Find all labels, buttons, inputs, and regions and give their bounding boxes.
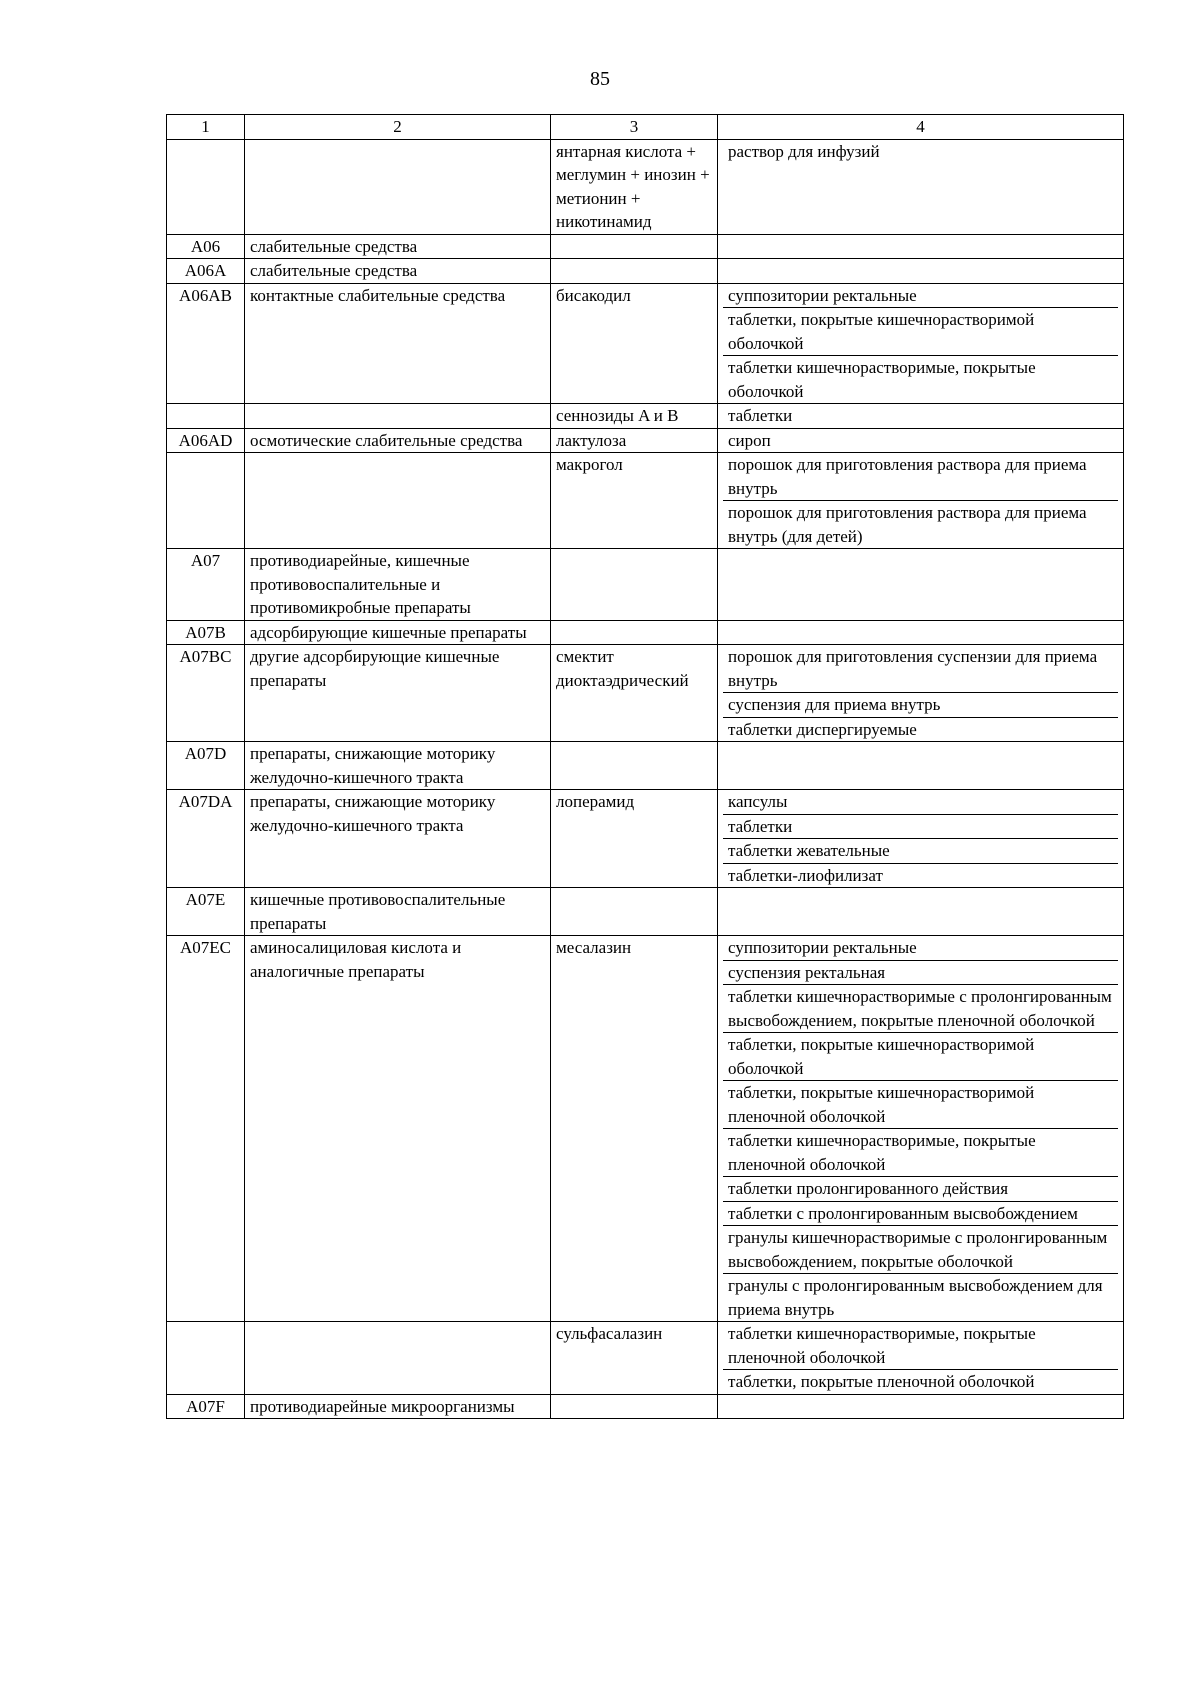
drug-table [166,114,1124,1419]
inn-cell [551,888,718,936]
dosage-forms-cell [718,404,1124,429]
table-row [167,936,1124,1322]
table-row [167,1394,1124,1419]
page-number: 85 [590,68,610,90]
table-row [167,404,1124,429]
table-row [167,549,1124,621]
table-row [167,742,1124,790]
dosage-forms-cell [718,742,1124,790]
dosage-form: таблетки-лиофилизат [723,863,1118,888]
inn-cell [551,549,718,621]
table-row [167,888,1124,936]
dosage-form: порошок для приготовления раствора для приема внутрь [728,455,1087,498]
inn-cell: месалазин [551,936,718,1322]
table-row [167,259,1124,284]
inn-cell: сеннозиды A и B [551,404,718,429]
dosage-forms-cell [718,428,1124,453]
inn-cell: смектит диоктаэдрический [551,645,718,742]
dosage-form: таблетки жевательные [723,838,1118,863]
dosage-form: раствор для инфузий [728,141,880,161]
column-header: 4 [718,115,1124,140]
column-header: 2 [245,115,551,140]
group-name-cell: слабительные средства [245,259,551,284]
inn-cell: янтарная кислота + меглумин + инозин + метионин + никотинамид [551,139,718,234]
dosage-form: суспензия для приема внутрь [723,692,1118,717]
dosage-form: капсулы [728,792,788,811]
dosage-forms-cell [718,620,1124,645]
dosage-form: таблетки, покрытые пленочной оболочкой [723,1369,1118,1394]
dosage-forms-cell [718,790,1124,888]
atc-code-cell: A06AB [167,283,245,404]
group-name-cell [245,453,551,549]
dosage-forms-cell [718,259,1124,284]
group-name-cell: адсорбирующие кишечные препараты [245,620,551,645]
dosage-form: суппозитории ректальные [728,285,917,305]
inn-cell: макрогол [551,453,718,549]
table-row [167,620,1124,645]
group-name-cell: осмотические слабительные средства [245,428,551,453]
atc-code-cell [167,139,245,234]
table-header-row [167,115,1124,140]
dosage-form: суспензия ректальная [723,960,1118,985]
dosage-form: таблетки кишечнорастворимые, покрытые оболочкой [723,355,1118,403]
group-name-cell [245,404,551,429]
dosage-forms-cell [718,888,1124,936]
inn-cell [551,742,718,790]
table-row [167,453,1124,549]
dosage-forms-cell [718,453,1124,549]
group-name-cell: аминосалициловая кислота и аналогичные препараты [245,936,551,1322]
table-row [167,139,1124,234]
dosage-forms-cell [718,645,1124,742]
inn-cell [551,234,718,259]
group-name-cell: препараты, снижающие моторику желудочно-кишечного тракта [245,742,551,790]
table-row [167,790,1124,888]
group-name-cell: слабительные средства [245,234,551,259]
dosage-form: сироп [728,430,771,450]
column-header: 3 [551,115,718,140]
inn-cell: бисакодил [551,283,718,404]
dosage-form: таблетки кишечнорастворимые с пролонгированным высвобождением, покрытые пленочной оболочкой [723,984,1118,1032]
inn-cell [551,1394,718,1419]
atc-code-cell: A07E [167,888,245,936]
dosage-form: таблетки диспергируемые [723,717,1118,742]
inn-cell: лоперамид [551,790,718,888]
group-name-cell [245,1322,551,1395]
dosage-form: таблетки кишечнорастворимые, покрытые пленочной оболочкой [723,1128,1118,1176]
atc-code-cell: A06 [167,234,245,259]
dosage-form: таблетки [723,814,1118,839]
dosage-forms-cell [718,1394,1124,1419]
inn-cell [551,259,718,284]
dosage-forms-cell [718,1322,1124,1395]
atc-code-cell [167,1322,245,1395]
dosage-form: гранулы кишечнорастворимые с пролонгированным высвобождением, покрытые оболочкой [723,1225,1118,1273]
atc-code-cell [167,453,245,549]
atc-code-cell: A07F [167,1394,245,1419]
group-name-cell: препараты, снижающие моторику желудочно-кишечного тракта [245,790,551,888]
dosage-form: таблетки пролонгированного действия [723,1176,1118,1201]
dosage-form: порошок для приготовления суспензии для приема внутрь [728,647,1098,690]
group-name-cell: противодиарейные, кишечные противовоспалительные и противомикробные препараты [245,549,551,621]
table-row [167,428,1124,453]
dosage-form: таблетки [728,406,793,425]
dosage-forms-cell [718,139,1124,234]
atc-code-cell: A06AD [167,428,245,453]
column-header: 1 [167,115,245,140]
dosage-form: таблетки с пролонгированным высвобождением [723,1201,1118,1226]
dosage-form: порошок для приготовления раствора для приема внутрь (для детей) [723,500,1118,548]
inn-cell: лактулоза [551,428,718,453]
inn-cell [551,620,718,645]
dosage-forms-cell [718,283,1124,404]
atc-code-cell: A07B [167,620,245,645]
atc-code-cell: A07DA [167,790,245,888]
group-name-cell: кишечные противовоспалительные препараты [245,888,551,936]
inn-cell: сульфасалазин [551,1322,718,1395]
table-row [167,645,1124,742]
table-row [167,1322,1124,1395]
atc-code-cell: A07D [167,742,245,790]
dosage-form: таблетки, покрытые кишечнорастворимой оболочкой [723,307,1118,355]
group-name-cell: другие адсорбирующие кишечные препараты [245,645,551,742]
dosage-form: таблетки, покрытые кишечнорастворимой пленочной оболочкой [723,1080,1118,1128]
dosage-forms-cell [718,549,1124,621]
dosage-form: суппозитории ректальные [728,938,917,957]
table-row [167,283,1124,404]
group-name-cell: контактные слабительные средства [245,283,551,404]
dosage-form: гранулы с пролонгированным высвобождением для приема внутрь [723,1273,1118,1321]
table-body [167,139,1124,1419]
dosage-form: таблетки, покрытые кишечнорастворимой оболочкой [723,1032,1118,1080]
atc-code-cell: A07EC [167,936,245,1322]
atc-code-cell: A07BC [167,645,245,742]
group-name-cell [245,139,551,234]
dosage-forms-cell [718,936,1124,1322]
atc-code-cell: A07 [167,549,245,621]
atc-code-cell [167,404,245,429]
atc-code-cell: A06A [167,259,245,284]
dosage-forms-cell [718,234,1124,259]
dosage-form: таблетки кишечнорастворимые, покрытые пленочной оболочкой [728,1324,1036,1367]
table-row [167,234,1124,259]
group-name-cell: противодиарейные микроорганизмы [245,1394,551,1419]
